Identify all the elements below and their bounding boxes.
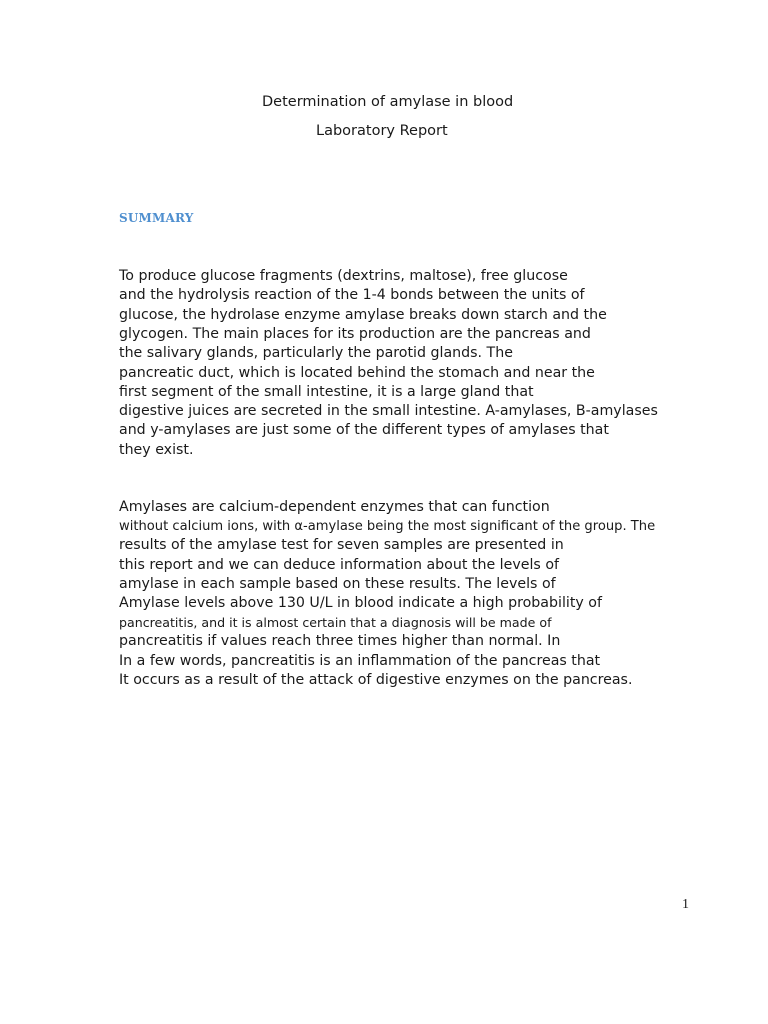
document-subtitle: Laboratory Report bbox=[316, 123, 448, 139]
paragraph-line: To produce glucose fragments (dextrins, maltose), free glucose bbox=[119, 268, 568, 284]
page-number: 1 bbox=[682, 897, 689, 912]
paragraph-line: the salivary glands, particularly the parotid glands. The bbox=[119, 345, 513, 362]
document-title: Determination of amylase in blood bbox=[262, 94, 514, 110]
paragraph-line: pancreatitis, and it is almost certain that a diagnosis will be made of bbox=[119, 615, 552, 631]
paragraph-line: and y-amylases are just some of the different types of amylases that bbox=[119, 422, 609, 439]
paragraph-line: pancreatic duct, which is located behind the stomach and near the bbox=[119, 364, 595, 381]
paragraph-line: It occurs as a result of the attack of digestive enzymes on the pancreas. bbox=[119, 671, 633, 688]
paragraph-line: first segment of the small intestine, it is a large gland that bbox=[119, 383, 534, 400]
paragraph-line: glucose, the hydrolase enzyme amylase breaks down starch and the bbox=[119, 306, 607, 323]
paragraph-line: without calcium ions, with α-amylase being the most significant of the group. The bbox=[119, 519, 656, 535]
paragraph-line: Amylases are calcium-dependent enzymes that can function bbox=[119, 499, 550, 515]
paragraph-line: amylase in each sample based on these results. The levels of bbox=[119, 575, 556, 592]
paragraph-line: and the hydrolysis reaction of the 1-4 bonds between the units of bbox=[119, 287, 585, 304]
paragraph-line: Amylase levels above 130 U/L in blood indicate a high probability of bbox=[119, 595, 602, 611]
paragraph-line: they exist. bbox=[119, 441, 194, 458]
paragraph-line: results of the amylase test for seven samples are presented in bbox=[119, 537, 564, 554]
paragraph-line: In a few words, pancreatitis is an inflammation of the pancreas that bbox=[119, 652, 601, 669]
section-heading-summary: SUMMARY bbox=[119, 211, 194, 225]
paragraph-line: pancreatitis if values reach three times higher than normal. In bbox=[119, 633, 561, 650]
paragraph-line: digestive juices are secreted in the small intestine. A-amylases, B-amylases bbox=[119, 403, 658, 420]
paragraph-line: this report and we can deduce information about the levels of bbox=[119, 556, 559, 573]
paragraph-line: glycogen. The main places for its production are the pancreas and bbox=[119, 325, 591, 342]
